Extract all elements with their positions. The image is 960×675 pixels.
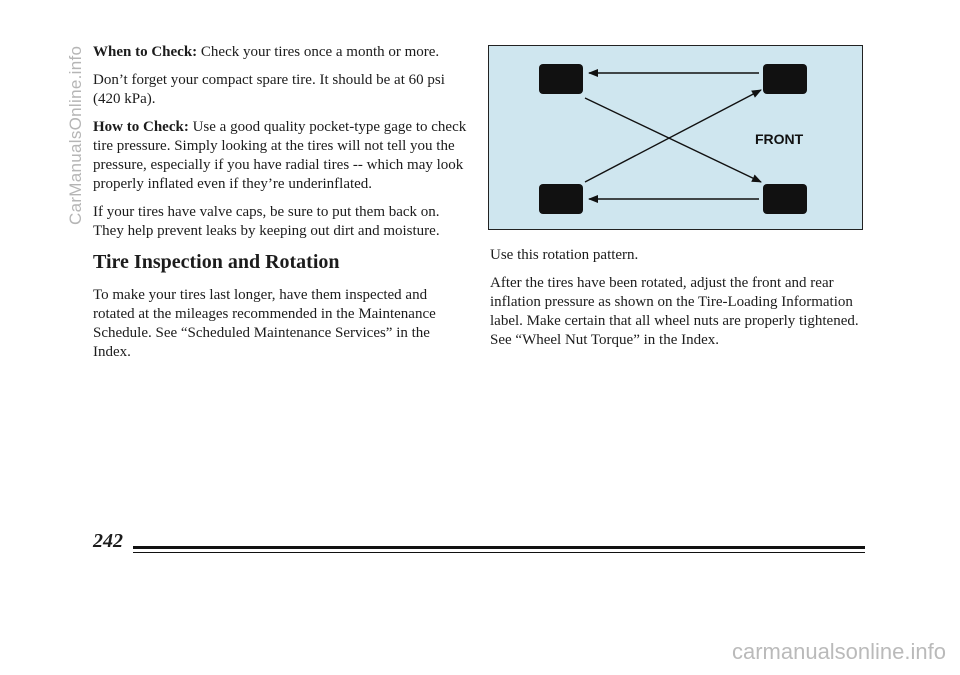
spare-tire-paragraph: Don’t forget your compact spare tire. It should be at 60 psi (420 kPa). (93, 72, 445, 107)
left-column (93, 43, 469, 371)
tire-front-right (763, 184, 807, 214)
figure-caption: Use this rotation pattern. (490, 247, 639, 263)
after-rotation-paragraph: After the tires have been rotated, adjust the front and rear inflation pressure as shown on the Tire-Loading Information label. Make certain that all wheel nuts are properly tightened. See “Wheel Nut Torque” in the Index. (490, 275, 859, 348)
valve-caps-paragraph: If your tires have valve caps, be sure to put them back on. They help prevent leaks by keeping out dirt and moisture. (93, 204, 440, 239)
arrow-diagonal-down (585, 98, 761, 182)
page-footer (93, 530, 865, 560)
inspection-paragraph: To make your tires last longer, have them inspected and rotated at the mileages recommended in the Maintenance Schedule. See “Scheduled Maintenance Services” in the Index. (93, 287, 436, 360)
footer-rule-thick (133, 546, 865, 549)
tire-front-left (763, 64, 807, 94)
front-label: FRONT (755, 131, 804, 147)
footer-rule-thin (133, 552, 865, 553)
site-watermark: carmanualsonline.info (731, 639, 946, 664)
vertical-watermark: CarManualsOnline.info (66, 45, 85, 225)
when-to-check-label: When to Check: (93, 44, 198, 60)
when-to-check-paragraph (93, 43, 469, 62)
tire-rear-left (539, 64, 583, 94)
page-number: 242 (93, 530, 123, 552)
how-to-check-text: Use a good quality pocket-type gage to check tire pressure. Simply looking at the tires will not tell you the pressure, especially if you have radial tires -- which may look properly inflated even if they’re underinflated. (93, 119, 467, 192)
arrow-diagonal-up (585, 90, 761, 182)
how-to-check-label: How to Check: (93, 119, 189, 135)
tire-rear-right (539, 184, 583, 214)
when-to-check-text: Check your tires once a month or more. (197, 44, 440, 60)
rotation-diagram (488, 45, 863, 230)
right-column (490, 246, 860, 359)
how-to-check-paragraph (93, 118, 469, 194)
section-heading: Tire Inspection and Rotation (93, 251, 340, 273)
rotation-diagram-svg (489, 46, 861, 228)
